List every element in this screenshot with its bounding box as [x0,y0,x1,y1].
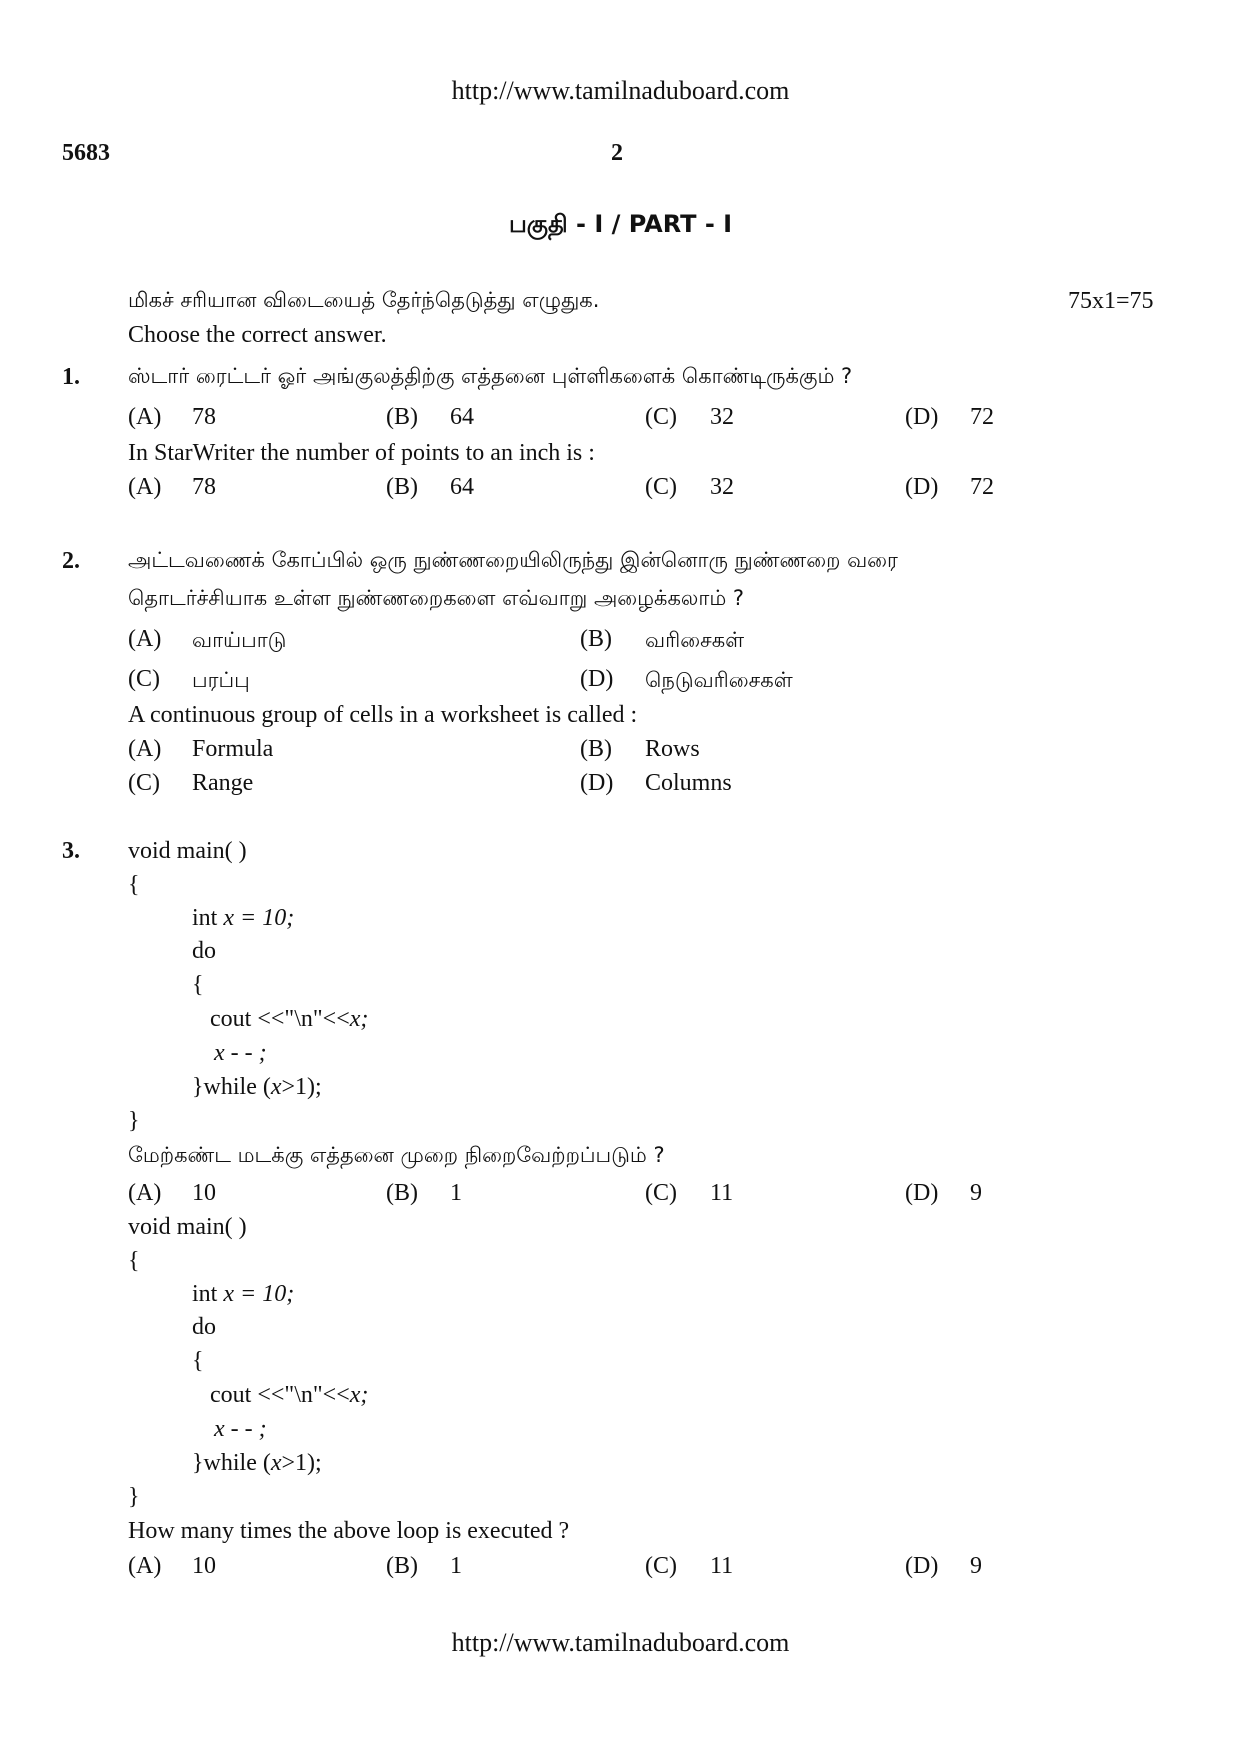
option-text: 10 [192,1553,216,1579]
option-label: (B) [580,736,612,762]
option-text: 1 [450,1180,462,1206]
code-while-end: >1); [281,1450,322,1476]
option-text: 10 [192,1180,216,1206]
question-text-english: In StarWriter the number of points to an inch is : [128,440,595,466]
option-text: 78 [192,404,216,430]
code-while-end: >1); [281,1074,322,1100]
option-text: Range [192,770,254,796]
code-while: }while ( [192,1450,271,1476]
option-text: நெடுவரிசைகள் [645,668,793,692]
code-keyword: int [192,1281,218,1307]
option-label: (D) [580,770,614,796]
question-number: 1. [62,364,80,390]
option-label: (B) [386,404,418,430]
question-text-english: A continuous group of cells in a worksheet is called : [128,702,638,728]
question-text-tamil: ஸ்டார் ரைட்டர் ஓர் அங்குலத்திற்கு எத்தனை புள்ளிகளைக் கொண்டிருக்கும் ? [128,364,853,388]
footer-url: http://www.tamilnaduboard.com [451,1628,790,1657]
option-text: 64 [450,474,474,500]
code-line [210,1006,368,1033]
code-var: x [270,1074,282,1100]
code-line: } [128,1484,140,1510]
code-line: x - - ; [214,1040,267,1066]
code-keyword: int [192,905,218,931]
option-text: வாய்பாடு [192,628,287,652]
question-number: 3. [62,838,80,864]
option-text: 9 [970,1180,982,1206]
option-label: (B) [386,474,418,500]
option-label: (A) [128,1180,162,1206]
code-line: } [128,1108,140,1134]
code-line: do [192,938,216,964]
option-text: 64 [450,404,474,430]
question-text-tamil-line1: அட்டவணைக் கோப்பில் ஒரு நுண்ணறையிலிருந்து இன்னொரு நுண்ணறை வரை [128,548,898,572]
code-cout: cout <<"\n"<< [210,1382,350,1408]
question-number: 2. [62,548,80,574]
code-decl: x = 10; [223,905,295,931]
code-line: { [192,1348,204,1374]
option-text: பரப்பு [192,668,250,692]
option-text: 72 [970,404,994,430]
option-label: (A) [128,404,162,430]
option-label: (D) [905,1180,939,1206]
option-label: (A) [128,474,162,500]
option-label: (A) [128,736,162,762]
option-text: Formula [192,736,274,762]
option-label: (C) [645,1180,677,1206]
instruction-tamil: மிகச் சரியான விடையைத் தேர்ந்தெடுத்து எழுதுக. [128,288,600,312]
part-title: பகுதி - I / PART - I [508,210,733,238]
option-label: (A) [128,626,162,652]
code-while: }while ( [192,1074,271,1100]
option-text: 72 [970,474,994,500]
code-var: x [270,1450,282,1476]
question-text-tamil-line2: தொடர்ச்சியாக உள்ள நுண்ணறைகளை எவ்வாறு அழைக்கலாம் ? [128,586,745,610]
option-label: (B) [580,626,612,652]
marks-scheme: 75x1=75 [1068,288,1154,314]
option-label: (D) [905,474,939,500]
option-label: (A) [128,1553,162,1579]
option-text: 11 [710,1553,734,1579]
code-line [192,905,294,932]
code-line [192,1450,322,1477]
code-cout: cout <<"\n"<< [210,1006,350,1032]
option-text: 32 [710,474,734,500]
option-label: (C) [645,404,677,430]
option-text: 9 [970,1553,982,1579]
option-text: 1 [450,1553,462,1579]
option-label: (D) [905,404,939,430]
option-text: Columns [645,770,732,796]
page-number: 2 [611,140,623,166]
option-label: (B) [386,1553,418,1579]
code-var: x; [349,1382,369,1408]
code-line [210,1382,368,1409]
option-text: 11 [710,1180,734,1206]
instruction-english: Choose the correct answer. [128,322,387,348]
option-text: 78 [192,474,216,500]
option-label: (D) [580,666,614,692]
question-text-tamil: மேற்கண்ட மடக்கு எத்தனை முறை நிறைவேற்றப்படும் ? [128,1143,665,1167]
option-label: (B) [386,1180,418,1206]
code-line: { [128,872,140,898]
option-label: (D) [905,1553,939,1579]
question-text-english: How many times the above loop is executed ? [128,1518,570,1544]
code-line: void main( ) [128,838,247,864]
option-text: வரிசைகள் [645,628,745,652]
code-line: do [192,1314,216,1340]
code-var: x; [349,1006,369,1032]
header-url: http://www.tamilnaduboard.com [451,76,790,105]
code-line: { [128,1248,140,1274]
code-decl: x = 10; [223,1281,295,1307]
code-line [192,1281,294,1308]
paper-code: 5683 [62,140,110,166]
code-line [192,1074,322,1101]
option-label: (C) [645,1553,677,1579]
code-line: { [192,972,204,998]
code-line: x - - ; [214,1416,267,1442]
code-line: void main( ) [128,1214,247,1240]
option-label: (C) [645,474,677,500]
option-text: Rows [645,736,700,762]
option-label: (C) [128,770,160,796]
option-label: (C) [128,666,160,692]
option-text: 32 [710,404,734,430]
